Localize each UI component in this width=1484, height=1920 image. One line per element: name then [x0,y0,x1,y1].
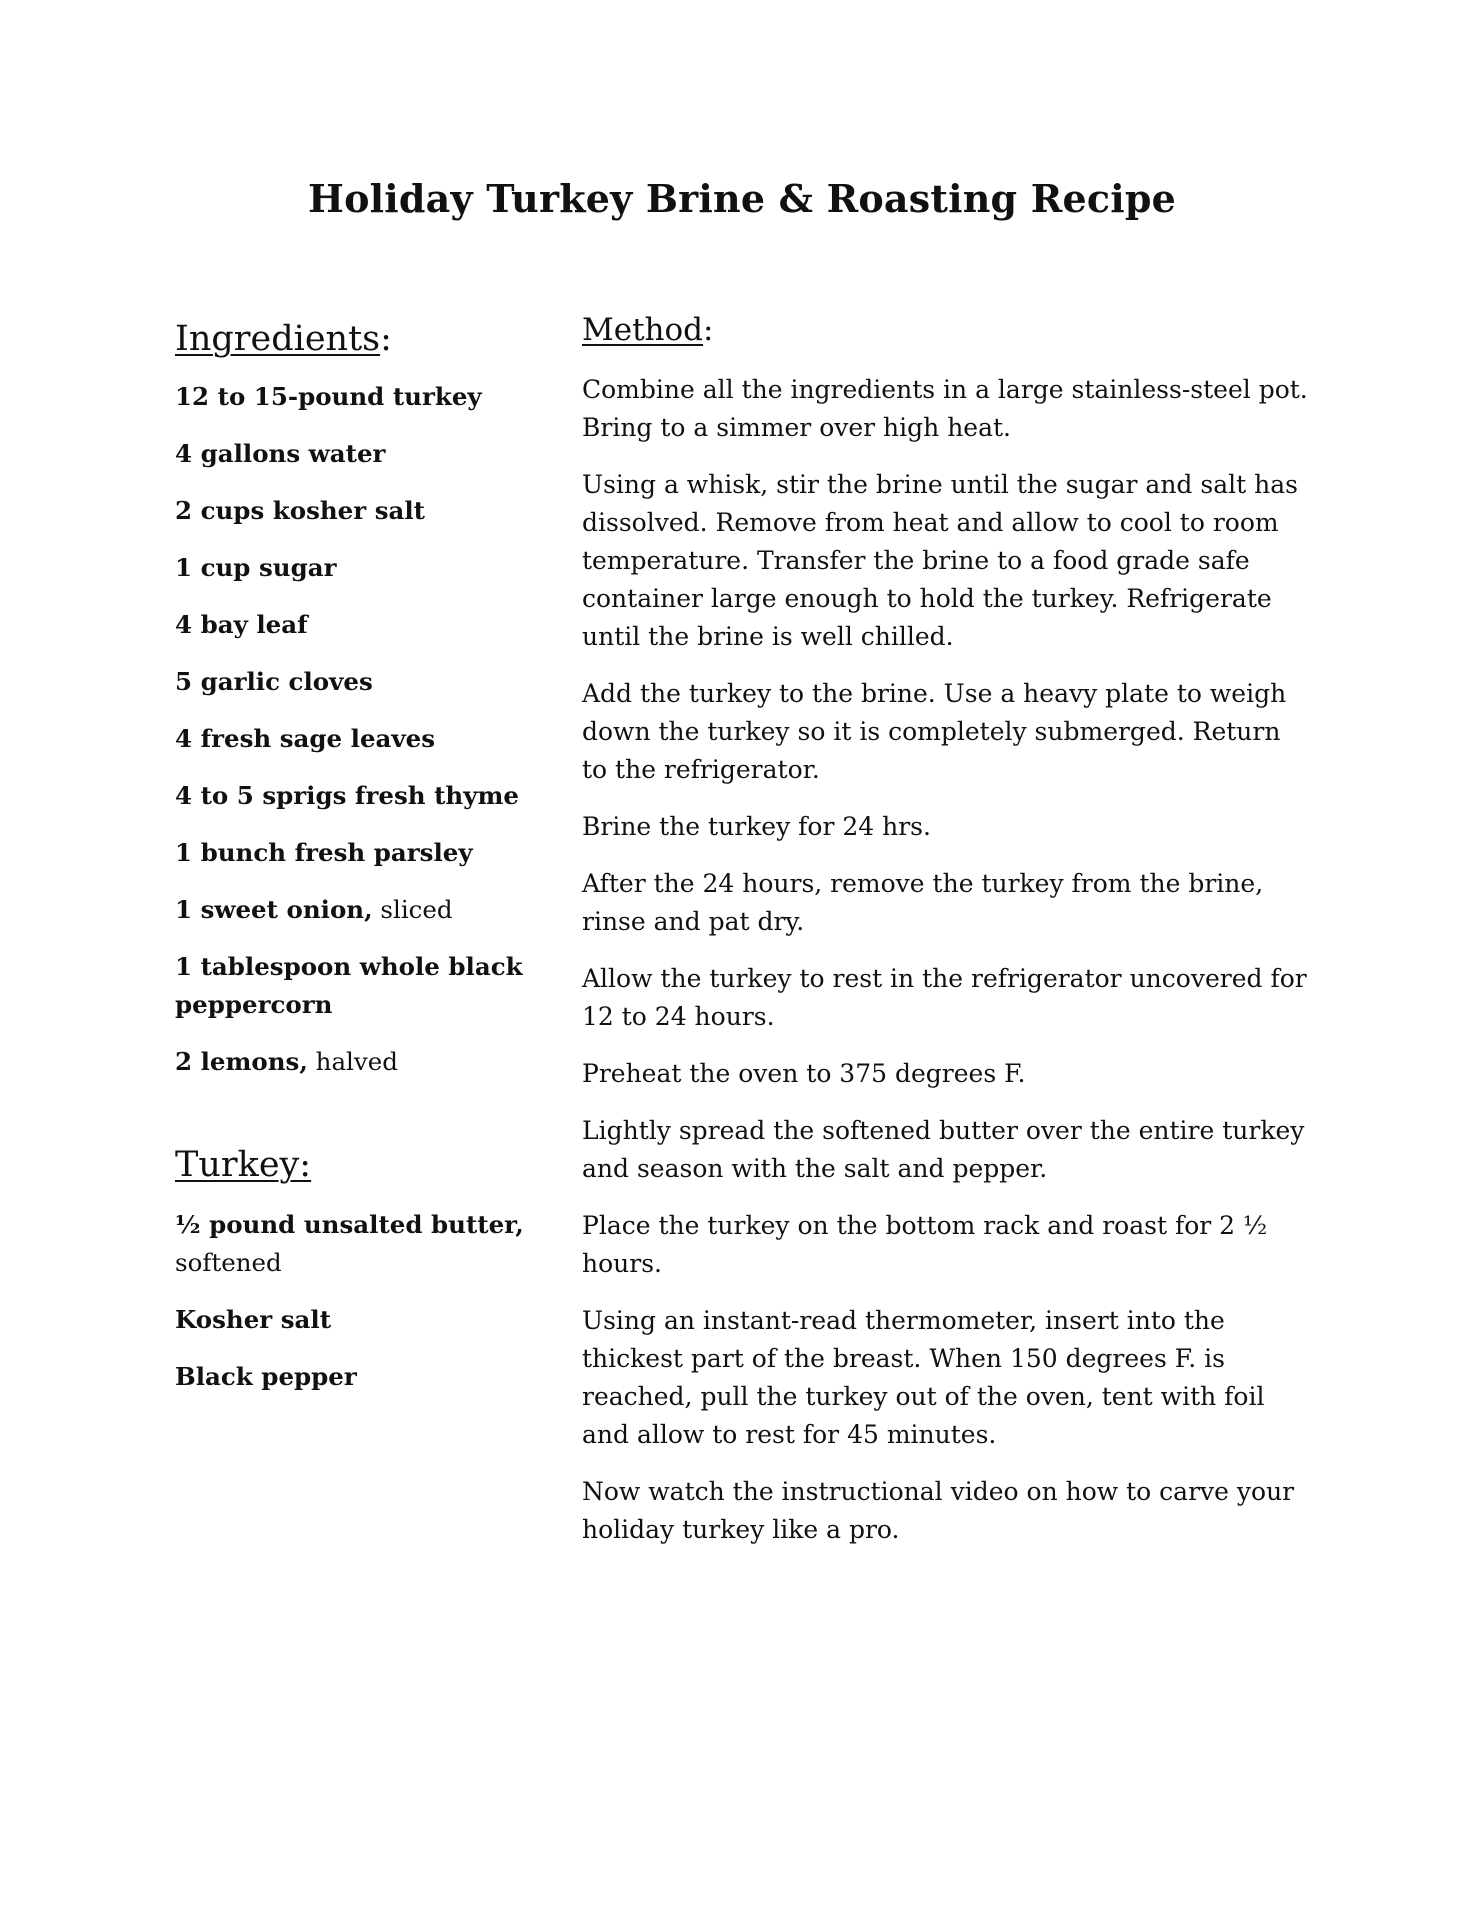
ingredients-heading [175,318,535,360]
method-step: Now watch the instructional video on how to carve your holiday turkey like a pro. [582,1477,1295,1545]
method-step: Using an instant-read thermometer, insert into the thickest part of the breast. When 150 degrees F. is reached, pull the turkey out of the oven, tent with foil and allow to rest for 45 minutes. [582,1306,1265,1450]
list-item [175,606,535,644]
method-step: Allow the turkey to rest in the refrigerator uncovered for 12 to 24 hours. [582,964,1307,1032]
list-item [175,777,535,815]
list-item [175,1358,535,1396]
ingredient-name: 2 cups kosher salt [175,496,426,525]
list-item [175,378,535,416]
ingredient-note: softened [175,1248,282,1277]
list-item [175,834,535,872]
ingredient-name: 5 garlic cloves [175,667,373,696]
list-item [175,549,535,587]
method-step: Brine the turkey for 24 hrs. [582,812,931,842]
list-item [175,435,535,473]
list-item [175,948,535,1024]
ingredient-name: 1 sweet onion, [175,895,373,924]
ingredient-name: 4 bay leaf [175,610,308,639]
list-item [175,1043,535,1081]
ingredient-name: 2 lemons, [175,1047,308,1076]
method-heading-colon: : [703,312,714,348]
list-item [175,663,535,701]
ingredient-name: 4 fresh sage leaves [175,724,436,753]
list-item [175,891,535,929]
ingredients-column [175,318,535,1415]
method-steps [582,371,1312,1549]
ingredient-name: 4 gallons water [175,439,386,468]
method-heading [582,312,1312,349]
list-item [175,720,535,758]
method-step: Preheat the oven to 375 degrees F. [582,1059,1026,1089]
method-step: Using a whisk, stir the brine until the sugar and salt has dissolved. Remove from heat and allow to cool to room temperature. Transfer the brine to a food grade safe container large enough to hold the turkey. Refrigerate until the brine is well chilled. [582,470,1298,652]
ingredients-heading-text: Ingredients [175,319,381,359]
turkey-heading [175,1144,535,1186]
list-item [175,1301,535,1339]
ingredient-name: Black pepper [175,1362,357,1391]
ingredient-note: halved [307,1047,398,1076]
method-heading-text: Method [582,312,704,348]
method-step: After the 24 hours, remove the turkey from the brine, rinse and pat dry. [582,869,1264,937]
method-step: Place the turkey on the bottom rack and roast for 2 ½ hours. [582,1211,1268,1279]
list-item [175,1206,535,1282]
ingredient-name: ½ pound unsalted butter, [175,1210,524,1239]
page-title: Holiday Turkey Brine & Roasting Recipe [307,176,1177,221]
method-column [582,312,1312,1568]
ingredient-name: 1 cup sugar [175,553,337,582]
ingredients-list [175,378,535,1081]
method-step: Lightly spread the softened butter over the entire turkey and season with the salt and pepper. [582,1116,1305,1184]
turkey-list [175,1206,535,1396]
method-step: Combine all the ingredients in a large stainless-steel pot. Bring to a simmer over high heat. [582,375,1308,443]
ingredient-name: 12 to 15-pound turkey [175,382,482,411]
ingredient-name: Kosher salt [175,1305,332,1334]
ingredient-name: 1 bunch fresh parsley [175,838,473,867]
ingredient-name: 1 tablespoon whole black peppercorn [175,952,523,1019]
method-step: Add the turkey to the brine. Use a heavy plate to weigh down the turkey so it is completely submerged. Return to the refrigerator. [582,679,1287,785]
list-item [175,492,535,530]
turkey-heading-text: Turkey: [175,1145,312,1185]
ingredients-heading-colon: : [380,319,392,359]
ingredient-name: 4 to 5 sprigs fresh thyme [175,781,519,810]
ingredient-note: sliced [372,895,453,924]
